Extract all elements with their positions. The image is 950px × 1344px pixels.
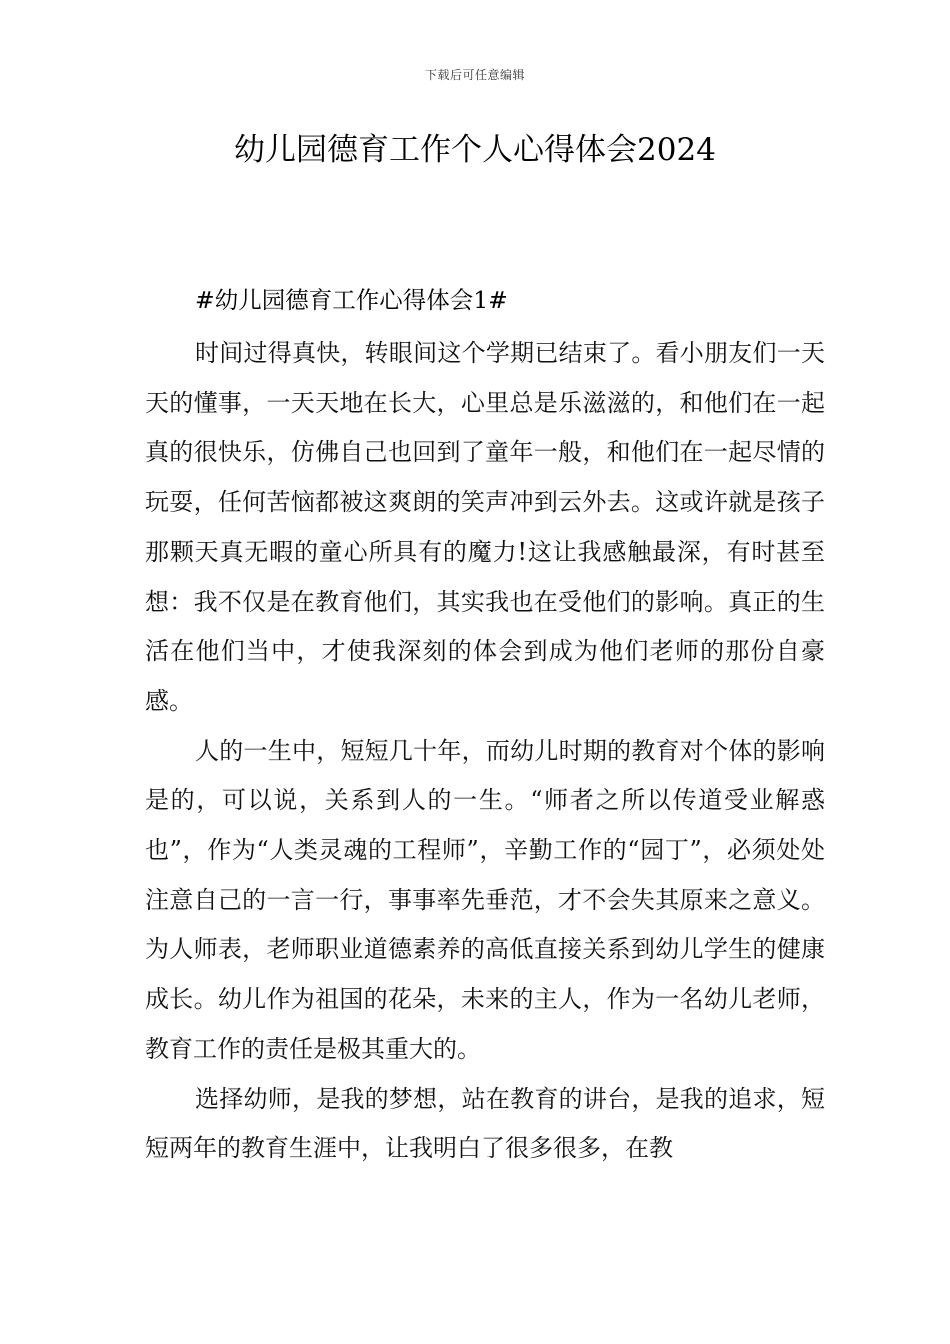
paragraph-1: 时间过得真快，转眼间这个学期已结束了。看小朋友们一天天的懂事，一天天地在长大，心里总是乐滋滋的，和他们在一起真的很快乐，仿佛自己也回到了童年一般，和他们在一起尽情的玩耍，任何苦恼都被这爽朗的笑声冲到云外去。这或许就是孩子那颗天真无暇的童心所具有的魔力!这让我感触最深，有时甚至想：我不仅是在教育他们，其实我也在受他们的影响。真正的生活在他们当中，才使我深刻的体会到成为他们老师的那份自豪感。 bbox=[145, 339, 825, 715]
section-heading: #幼儿园德育工作心得体会1# bbox=[195, 286, 508, 314]
header-note: 下载后可任意编辑 bbox=[424, 68, 525, 82]
document-title: 幼儿园德育工作个人心得体会2024 bbox=[234, 132, 716, 168]
paragraph-2: 人的一生中，短短几十年，而幼儿时期的教育对个体的影响是的，可以说，关系到人的一生。“师者之所以传道受业解惑也”，作为“人类灵魂的工程师”，辛勤工作的“园丁”，必须处处注意自己的一言一行，事事率先垂范，才不会失其原来之意义。为人师表，老师职业道德素养的高低直接关系到幼儿学生的健康成长。幼儿作为祖国的花朵，未来的主人，作为一名幼儿老师，教育工作的责任是极其重大的。 bbox=[145, 736, 825, 1063]
document-body bbox=[145, 281, 825, 1174]
paragraph-3: 选择幼师，是我的梦想，站在教育的讲台，是我的追求，短短两年的教育生涯中，让我明白了很多很多，在教 bbox=[145, 1084, 825, 1163]
